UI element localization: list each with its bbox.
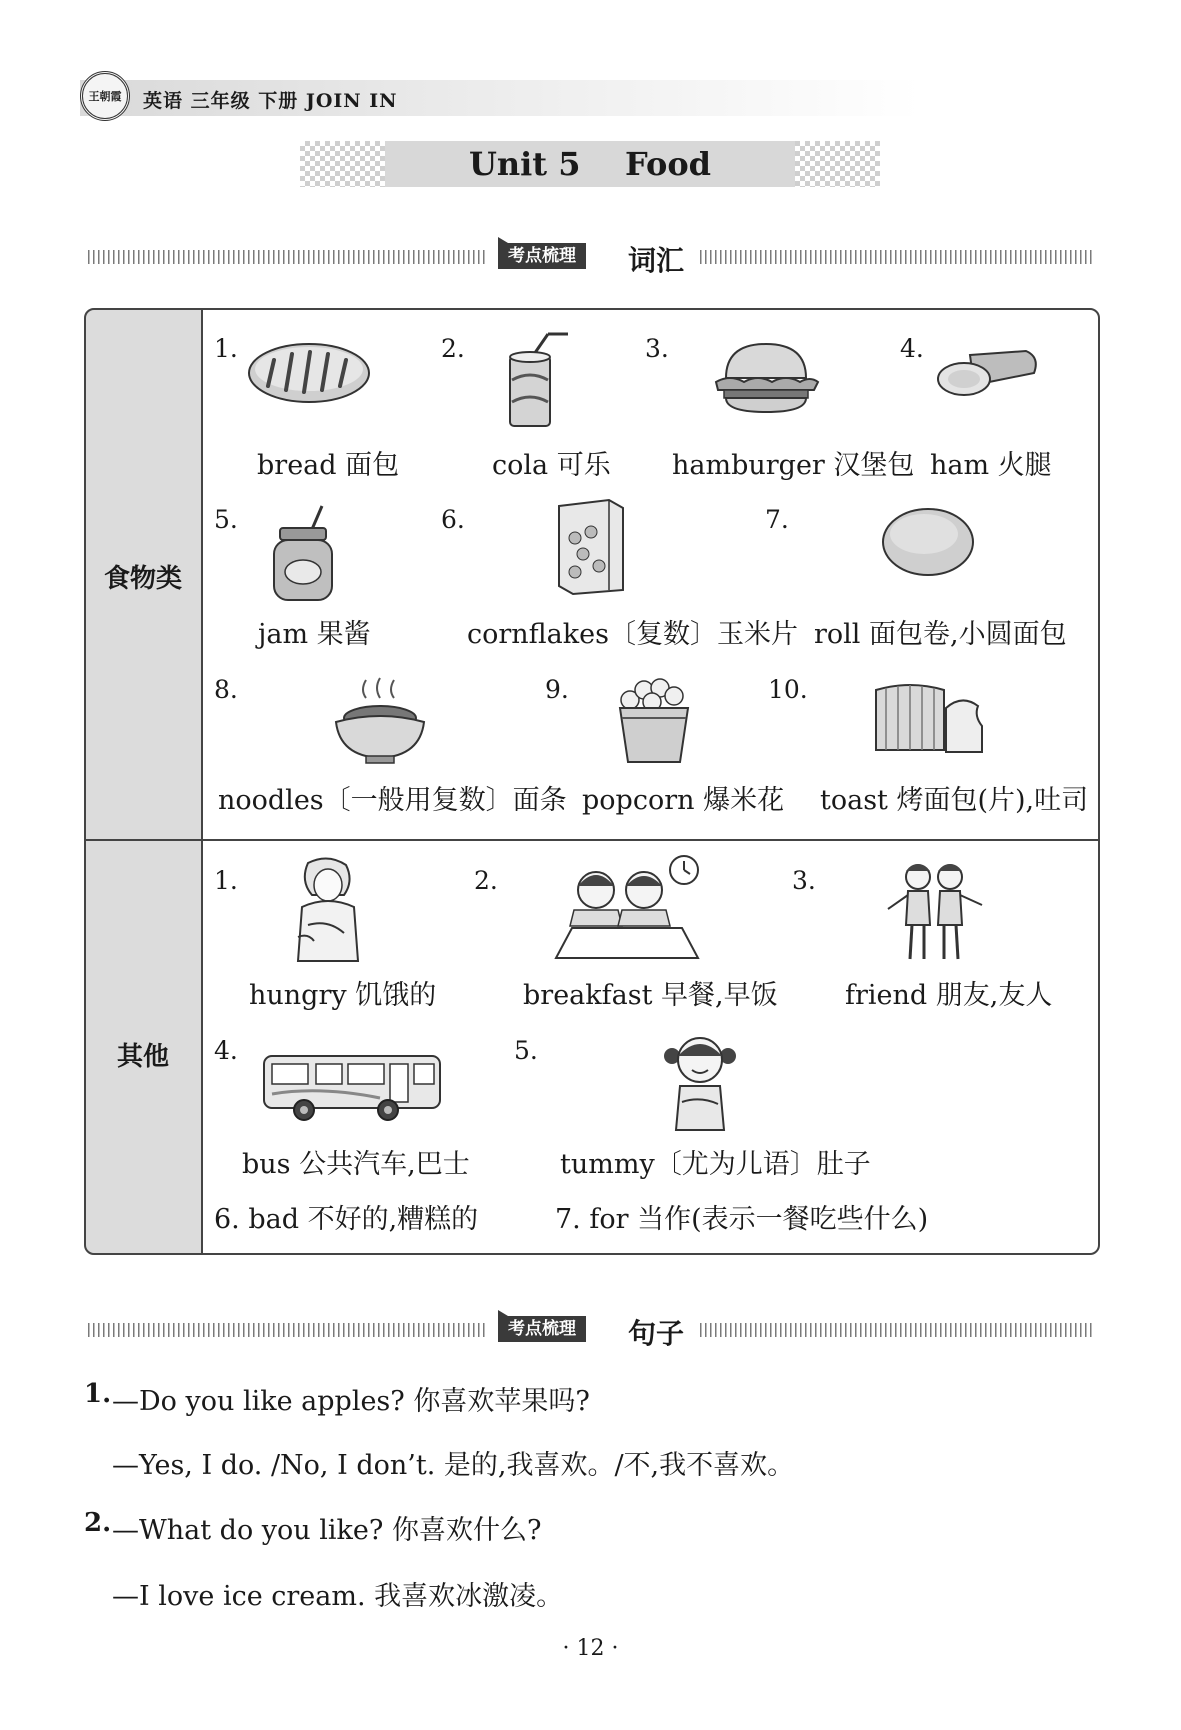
item-number: 5. xyxy=(514,1036,538,1065)
section-rule-left xyxy=(88,250,486,264)
vocab-word: tummy〔尤为儿语〕肚子 xyxy=(560,1149,871,1180)
popcorn-icon xyxy=(612,676,696,766)
friends-icon xyxy=(880,855,990,963)
vocab-word: toast 烤面包(片),吐司 xyxy=(820,785,1089,816)
vocab-word: 7. for 当作(表示一餐吃些什么) xyxy=(555,1204,929,1235)
hamburger-icon xyxy=(710,340,822,416)
item-number: 1. xyxy=(214,334,238,363)
section-title-sentences: 句子 xyxy=(628,1317,685,1350)
section-badge: 考点梳理 xyxy=(498,243,586,269)
vocab-word: ham 火腿 xyxy=(930,450,1052,481)
item-number: 3. xyxy=(792,866,816,895)
sentence-question: —What do you like? 你喜欢什么? xyxy=(112,1515,542,1546)
section-rule-left xyxy=(88,1323,486,1337)
sentence-number: 1. xyxy=(84,1379,112,1409)
vocab-word: bread 面包 xyxy=(257,450,400,481)
ham-icon xyxy=(930,345,1042,401)
section-rule-right xyxy=(700,1323,1095,1337)
sentence-number: 2. xyxy=(84,1508,112,1538)
vocab-word: hamburger 汉堡包 xyxy=(672,450,915,481)
vocab-word: cornflakes〔复数〕玉米片 xyxy=(467,619,798,650)
bus-icon xyxy=(260,1052,446,1122)
column-divider xyxy=(201,308,203,1255)
sentence-answer: —I love ice cream. 我喜欢冰激凌。 xyxy=(112,1581,564,1612)
category-others: 其他 xyxy=(116,1042,169,1072)
vocab-word: breakfast 早餐,早饭 xyxy=(523,980,778,1011)
vocab-word: hungry 饥饿的 xyxy=(249,980,437,1011)
vocab-word: roll 面包卷,小圆面包 xyxy=(814,619,1067,650)
item-number: 4. xyxy=(214,1036,238,1065)
sentence-answer: —Yes, I do. /No, I don’t. 是的,我喜欢。/不,我不喜欢。 xyxy=(112,1450,795,1481)
category-food: 食物类 xyxy=(103,564,182,594)
cornflakes-box-icon xyxy=(553,496,629,596)
vocab-word: jam 果酱 xyxy=(258,619,371,650)
section-rule-right xyxy=(700,250,1095,264)
item-number: 2. xyxy=(441,334,465,363)
item-number: 7. xyxy=(765,505,789,534)
hungry-person-icon xyxy=(278,855,378,965)
page-number: · 12 · xyxy=(562,1636,619,1661)
item-number: 3. xyxy=(645,334,669,363)
vocab-word: 6. bad 不好的,糟糕的 xyxy=(214,1204,479,1235)
logo-text: 王朝霞 xyxy=(88,90,122,103)
item-number: 4. xyxy=(900,334,924,363)
book-header: 英语 三年级 下册 JOIN IN xyxy=(143,90,398,112)
breakfast-kids-icon xyxy=(552,850,702,960)
vocab-word: bus 公共汽车,巴士 xyxy=(242,1149,470,1180)
bread-roll-icon xyxy=(880,506,976,578)
title-decoration-right xyxy=(790,141,880,187)
jam-jar-icon xyxy=(270,504,340,604)
vocab-word: popcorn 爆米花 xyxy=(582,785,785,816)
item-number: 8. xyxy=(214,675,238,704)
cola-icon xyxy=(500,330,580,430)
vocab-word: noodles〔一般用复数〕面条 xyxy=(218,785,567,816)
row-divider xyxy=(84,839,1100,841)
tummy-girl-icon xyxy=(660,1030,740,1140)
publisher-logo xyxy=(80,71,130,121)
item-number: 5. xyxy=(214,505,238,534)
item-number: 6. xyxy=(441,505,465,534)
toast-icon xyxy=(870,680,990,756)
section-badge: 考点梳理 xyxy=(498,1316,586,1342)
item-number: 9. xyxy=(545,675,569,704)
noodle-bowl-icon xyxy=(332,676,428,766)
item-number: 10. xyxy=(768,675,808,704)
vocab-word: cola 可乐 xyxy=(492,450,611,481)
vocab-word: friend 朋友,友人 xyxy=(845,980,1053,1011)
item-number: 1. xyxy=(214,866,238,895)
sentence-question: —Do you like apples? 你喜欢苹果吗? xyxy=(112,1386,590,1417)
bread-icon xyxy=(246,340,372,406)
section-title-vocab: 词汇 xyxy=(628,244,685,277)
item-number: 2. xyxy=(474,866,498,895)
unit-title: Unit 5 Food xyxy=(468,145,712,183)
title-decoration-left xyxy=(300,141,390,187)
